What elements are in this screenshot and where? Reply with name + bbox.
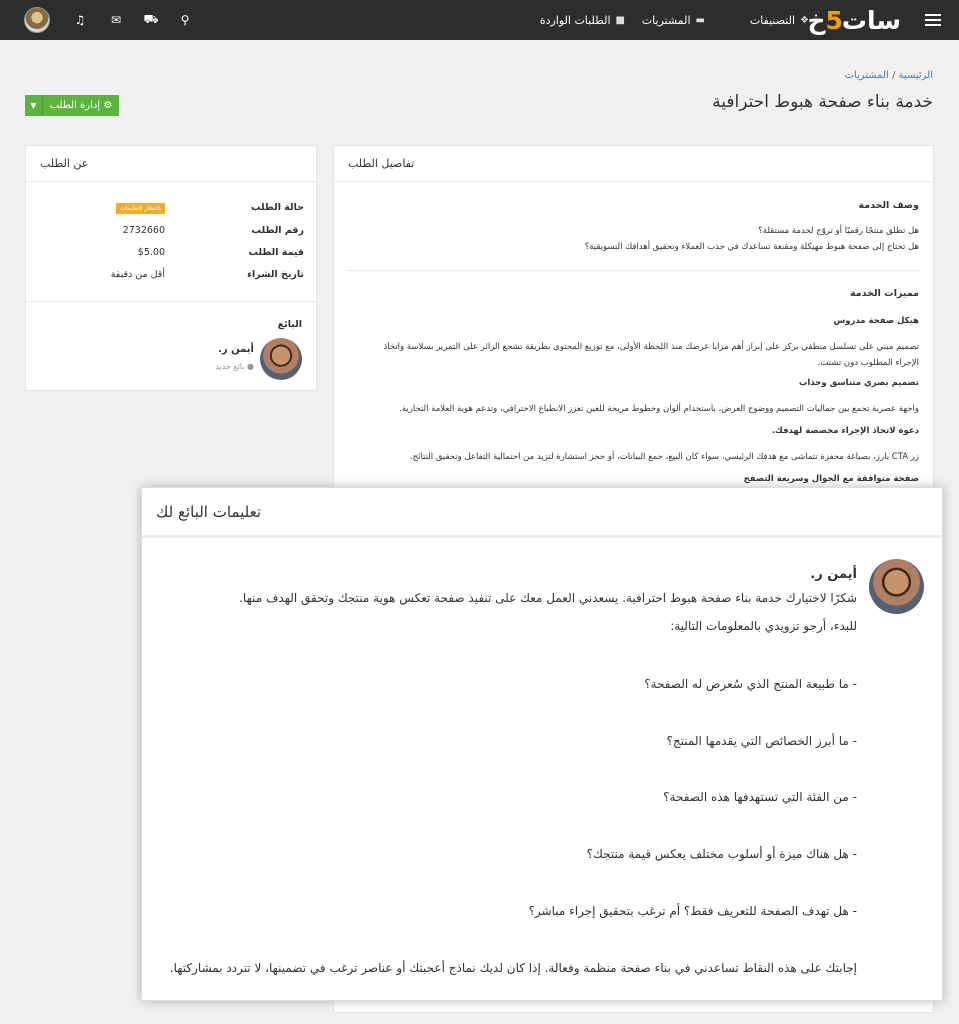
nav-incoming-label: الطلبات الواردة: [539, 13, 611, 27]
user-icon: ●: [247, 362, 254, 371]
modal-title: تعليمات البائع لك: [156, 502, 262, 521]
breadcrumb-current[interactable]: المشتريات: [844, 70, 889, 81]
divider: [348, 270, 919, 271]
top-navbar: [0, 0, 959, 40]
order-details-heading: تفاصيل الطلب: [348, 157, 415, 170]
menu-icon[interactable]: [925, 0, 941, 40]
envelope-icon[interactable]: ✉: [110, 13, 122, 27]
page-title: خدمة بناء صفحة هبوط احترافية: [712, 92, 933, 112]
message-line: - هل تهدف الصفحة للتعريف فقط؟ أم ترغب بتحقيق إجراء مباشر؟: [528, 904, 857, 918]
service-features-title: مميزات الخدمة: [850, 288, 919, 299]
manage-order-button[interactable]: [25, 95, 119, 116]
sender-name: أيمن ر.: [810, 567, 857, 582]
feature-text: زر CTA بارز، بصياغة محفزة تتماشى مع هدفك الرئيسي، سواء كان البيع، جمع البيانات، أو حجز استشارة لتزيد من احتمالية التفاعل وتحقيق النتائج.: [409, 452, 919, 462]
message-line: - من الفئة التي تستهدفها هذه الصفحة؟: [663, 790, 857, 804]
feature-text: تصميم مبني على تسلسل منطقي يركز على إبراز أهم مزايا عرضك منذ اللحظة الأولى، مع توزيع المحتوى بطريقة تشجع الزائر على التمرير بسلاسة واتخاذ: [383, 342, 919, 352]
seller-level-label: بائع جديد: [215, 362, 245, 371]
about-order-heading: عن الطلب: [40, 157, 89, 170]
bell-icon[interactable]: ♫: [74, 13, 86, 27]
description-line: هل تطلق منتجًا رقميًا أو تروّج لخدمة مستقلة؟: [758, 226, 919, 236]
status-badge: بانتظار التعليمات: [116, 203, 165, 214]
purchase-date-key: تاريخ الشراء: [247, 269, 304, 280]
cubes-icon: ❖: [800, 14, 809, 26]
order-value-key: قيمة الطلب: [248, 247, 304, 258]
nav-categories-label: التصنيفات: [749, 13, 796, 27]
nav-categories[interactable]: [750, 0, 809, 40]
nav-purchases[interactable]: [642, 0, 705, 40]
order-number-row: [26, 225, 318, 241]
site-logo[interactable]: خ 5 سات: [807, 5, 901, 35]
about-order-card: [25, 145, 317, 391]
seller-name[interactable]: أيمن ر.: [218, 344, 254, 355]
order-number-value: 2732660: [122, 225, 165, 236]
seller-level: [215, 362, 254, 371]
search-icon[interactable]: ⚲: [180, 13, 190, 27]
user-avatar[interactable]: [24, 0, 50, 40]
description-line: هل تحتاج إلى صفحة هبوط مهيكلة ومقنعة تساعدك في جذب العملاء وتحقيق أهدافك التسويقية؟: [584, 242, 919, 252]
sender-avatar[interactable]: [869, 559, 924, 614]
feature-text: واجهة عصرية تجمع بين جماليات التصميم ووضوح العرض، باستخدام ألوان وخطوط مريحة للعين تعزز الانطباع الاحترافي، وتدعم هوية العلامة التجارية.: [399, 404, 919, 414]
nav-purchases-label: المشتريات: [641, 13, 691, 27]
feature-title: تصميم بصري متناسق وجذاب: [798, 378, 919, 388]
gear-icon: ⚙: [103, 100, 113, 111]
truck-icon: ■: [615, 14, 625, 26]
service-description-title: وصف الخدمة: [858, 200, 919, 211]
cart-icon[interactable]: ⛟: [143, 12, 159, 26]
nav-incoming-orders[interactable]: [540, 0, 625, 40]
purchase-date-row: [26, 269, 318, 285]
message-line: - ما أبرز الخصائص التي يقدمها المنتج؟: [666, 734, 857, 748]
order-value-value: $5.00: [137, 247, 165, 258]
seller-avatar[interactable]: [260, 338, 302, 380]
message-line: شكرًا لاختيارك خدمة بناء صفحة هبوط احترافية. يسعدني العمل معك على تنفيذ صفحة تعكس هوية منتجك وتحقق الهدف منها.: [239, 591, 857, 605]
message-line: إجابتك على هذه النقاط تساعدني في بناء صفحة منظمة وفعالة. إذا كان لديك نماذج أعجبتك أو عناصر ترغب في تضمينها، لا تتردد بمشاركتها.: [169, 961, 857, 975]
seller-label: البائع: [277, 319, 302, 330]
seller-instructions-modal: [141, 487, 943, 1001]
order-number-key: رقم الطلب: [251, 225, 304, 236]
breadcrumb-home[interactable]: الرئيسية: [898, 70, 933, 81]
divider: [26, 301, 316, 302]
message-line: - هل هناك ميزة أو أسلوب مختلف يعكس قيمة منتجك؟: [586, 847, 857, 861]
order-value-row: [26, 247, 318, 263]
message-line: للبدء، أرجو تزويدي بالمعلومات التالية:: [670, 619, 857, 633]
status-key: حالة الطلب: [250, 202, 304, 213]
breadcrumb-sep: /: [891, 70, 896, 81]
feature-title: صفحة متوافقة مع الجوال وسريعة التصفح: [743, 474, 919, 484]
feature-title: دعوة لاتخاذ الإجراء مخصصة لهدفك.: [771, 426, 919, 436]
feature-text: الإجراء المطلوب دون تشتت.: [817, 358, 919, 368]
breadcrumb: [844, 70, 933, 81]
feature-title: هيكل صفحة مدروس: [833, 316, 919, 326]
folder-icon: ▬: [695, 14, 705, 26]
status-row: [26, 202, 318, 218]
manage-order-label: إدارة الطلب: [49, 100, 101, 111]
message-line: - ما طبيعة المنتج الذي سُعرض له الصفحة؟: [644, 677, 857, 691]
caret-down-icon: ▼: [25, 95, 43, 116]
purchase-date-value: أقل من دقيقة: [110, 269, 165, 280]
